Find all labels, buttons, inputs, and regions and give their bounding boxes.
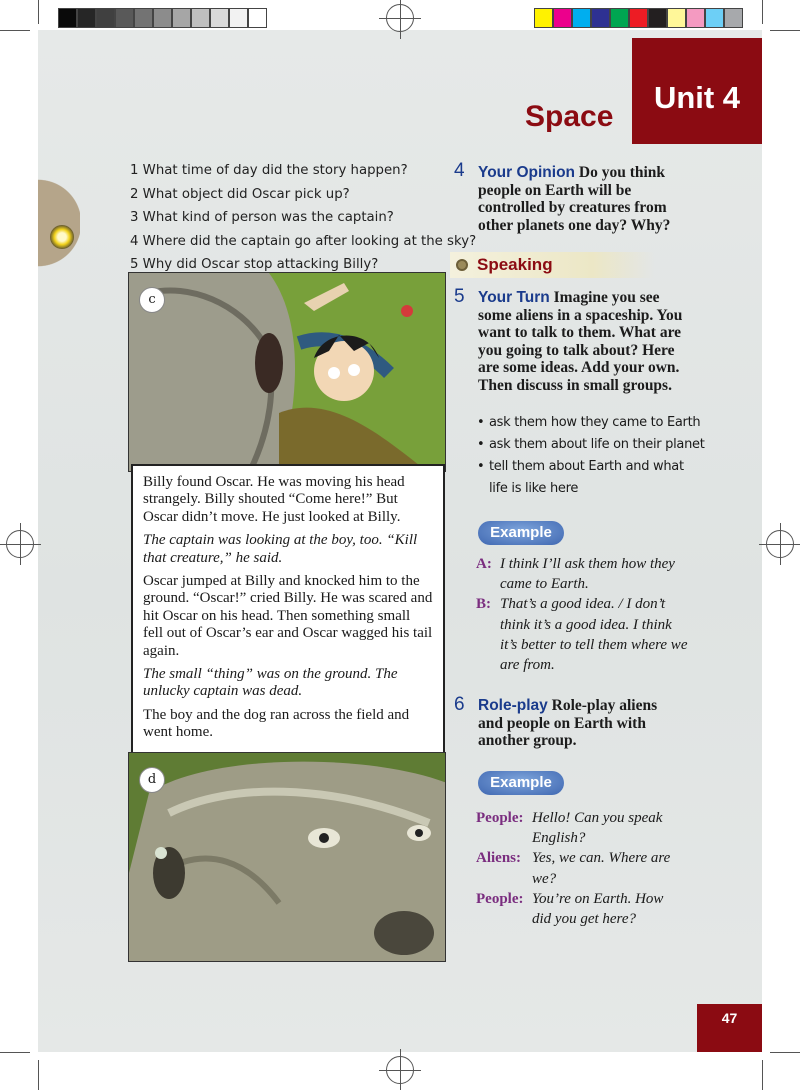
registration-mark-top [386, 4, 414, 32]
line-text: Yes, we can. Where are we? [532, 850, 671, 887]
registration-mark-right [766, 530, 794, 558]
task-text: Imagine you see some aliens in a spaceship. You want to talk to them. What are you going to talk about? Here are some ideas. Add your own. Then discuss in small groups. [478, 289, 683, 394]
color-swatch [572, 8, 591, 28]
dialogue-line [476, 594, 691, 675]
task-6-prompt [478, 697, 678, 750]
unit-tab: Unit 4 [632, 38, 762, 144]
color-swatch [610, 8, 629, 28]
story-paragraph: The captain was looking at the boy, too. “Kill that creature,” he said. [143, 532, 418, 566]
crop-mark [770, 1052, 800, 1053]
question-item: 1 What time of day did the story happen? [130, 163, 408, 178]
task-label: Role-play [478, 697, 548, 714]
page-number: 47 [697, 1004, 762, 1052]
dialogue-line [476, 848, 691, 888]
color-swatch [648, 8, 667, 28]
question-item: 2 What object did Oscar pick up? [130, 186, 350, 202]
panel-label: d [139, 767, 165, 793]
color-swatch [629, 8, 648, 28]
color-swatch [553, 8, 572, 28]
crop-mark [762, 1060, 763, 1090]
color-swatch [153, 8, 172, 28]
color-swatch [58, 8, 77, 28]
robot-illustration [38, 168, 80, 278]
color-swatch [591, 8, 610, 28]
color-swatch [191, 8, 210, 28]
task-text: Do you think people on Earth will be controlled by creatures from other planets one day? Why? [478, 164, 671, 234]
color-swatch [210, 8, 229, 28]
cmyk-color-bar [534, 8, 743, 28]
idea-item: • ask them about life on their planet [477, 434, 705, 456]
speaking-bullet-icon [456, 259, 468, 271]
comic-panel-d [128, 752, 446, 962]
speaking-section-header [450, 252, 654, 278]
color-swatch [134, 8, 153, 28]
color-swatch [229, 8, 248, 28]
crop-mark [38, 0, 39, 24]
color-swatch [686, 8, 705, 28]
story-text-box [131, 464, 445, 754]
example-badge: Example [478, 521, 564, 545]
question-item: 5 Why did Oscar stop attacking Billy? [130, 257, 379, 273]
task-number: 5 [454, 286, 465, 307]
story-paragraph: The boy and the dog ran across the field and went home. [143, 706, 410, 741]
robot-eye-illustration [50, 225, 74, 249]
idea-item: • ask them how they came to Earth [477, 412, 705, 434]
panel-c-illustration [129, 273, 446, 472]
idea-list [477, 412, 705, 500]
story-paragraph: The small “thing” was on the ground. The unlucky captain was dead. [143, 666, 398, 700]
line-text: Hello! Can you speak English? [532, 810, 663, 847]
line-text: You’re on Earth. How did you get here? [532, 890, 664, 928]
color-swatch [248, 8, 267, 28]
crop-mark [770, 30, 800, 31]
crop-mark [762, 0, 763, 24]
task-number: 6 [454, 694, 465, 715]
example-badge: Example [478, 771, 564, 795]
question-item: 4 Where did the captain go after looking at the sky? [130, 233, 477, 249]
panel-d-illustration [129, 753, 446, 962]
color-swatch [724, 8, 743, 28]
color-swatch [667, 8, 686, 28]
task-5-prompt [478, 289, 693, 395]
color-swatch [96, 8, 115, 28]
story-paragraph: Billy found Oscar. He was moving his head strangely. Billy shouted “Come here!” But Oscar didn’t move. He just looked at Billy. [143, 474, 405, 525]
dialogue-line [476, 889, 691, 929]
speaker: B: [476, 596, 491, 613]
crop-mark [0, 30, 30, 31]
registration-mark-bottom [386, 1056, 414, 1084]
dialogue-line [476, 554, 691, 594]
comprehension-questions [130, 159, 476, 277]
task-label: Your Opinion [478, 164, 576, 181]
task-label: Your Turn [478, 289, 550, 306]
crop-mark [0, 1052, 30, 1053]
example-1-dialogue [476, 554, 691, 675]
registration-mark-left [6, 530, 34, 558]
speaker: Aliens: [476, 850, 521, 867]
crop-mark [38, 1060, 39, 1090]
task-text: Role-play aliens and people on Earth with another group. [478, 697, 658, 750]
color-swatch [172, 8, 191, 28]
line-text: I think I’ll ask them how they came to Earth. [500, 556, 675, 593]
section-label: Speaking [477, 255, 553, 274]
story-paragraph: Oscar jumped at Billy and knocked him to the ground. “Oscar!” cried Billy. He was scared and hit Oscar on his head. Then something small fell out of Oscar’s ear and Oscar wagged his tail again. [143, 573, 433, 659]
speaker: A: [476, 556, 492, 572]
color-swatch [705, 8, 724, 28]
line-text: That’s a good idea. / I don’t think it’s a good idea. I think it’s better to tell them where we are from. [500, 596, 688, 674]
idea-item: • tell them about Earth and what life is like here [477, 456, 692, 500]
color-swatch [534, 8, 553, 28]
task-4-prompt [478, 164, 678, 234]
speaker: People: [476, 810, 524, 826]
grayscale-color-bar [58, 8, 267, 28]
color-swatch [77, 8, 96, 28]
task-number: 4 [454, 160, 465, 181]
color-swatch [115, 8, 134, 28]
panel-label: c [139, 287, 165, 313]
page-title: Space [525, 100, 614, 133]
dialogue-line [476, 808, 691, 848]
question-item: 3 What kind of person was the captain? [130, 210, 394, 226]
speaker: People: [476, 890, 524, 907]
example-2-dialogue [476, 808, 691, 929]
comic-panel-c [128, 272, 446, 472]
